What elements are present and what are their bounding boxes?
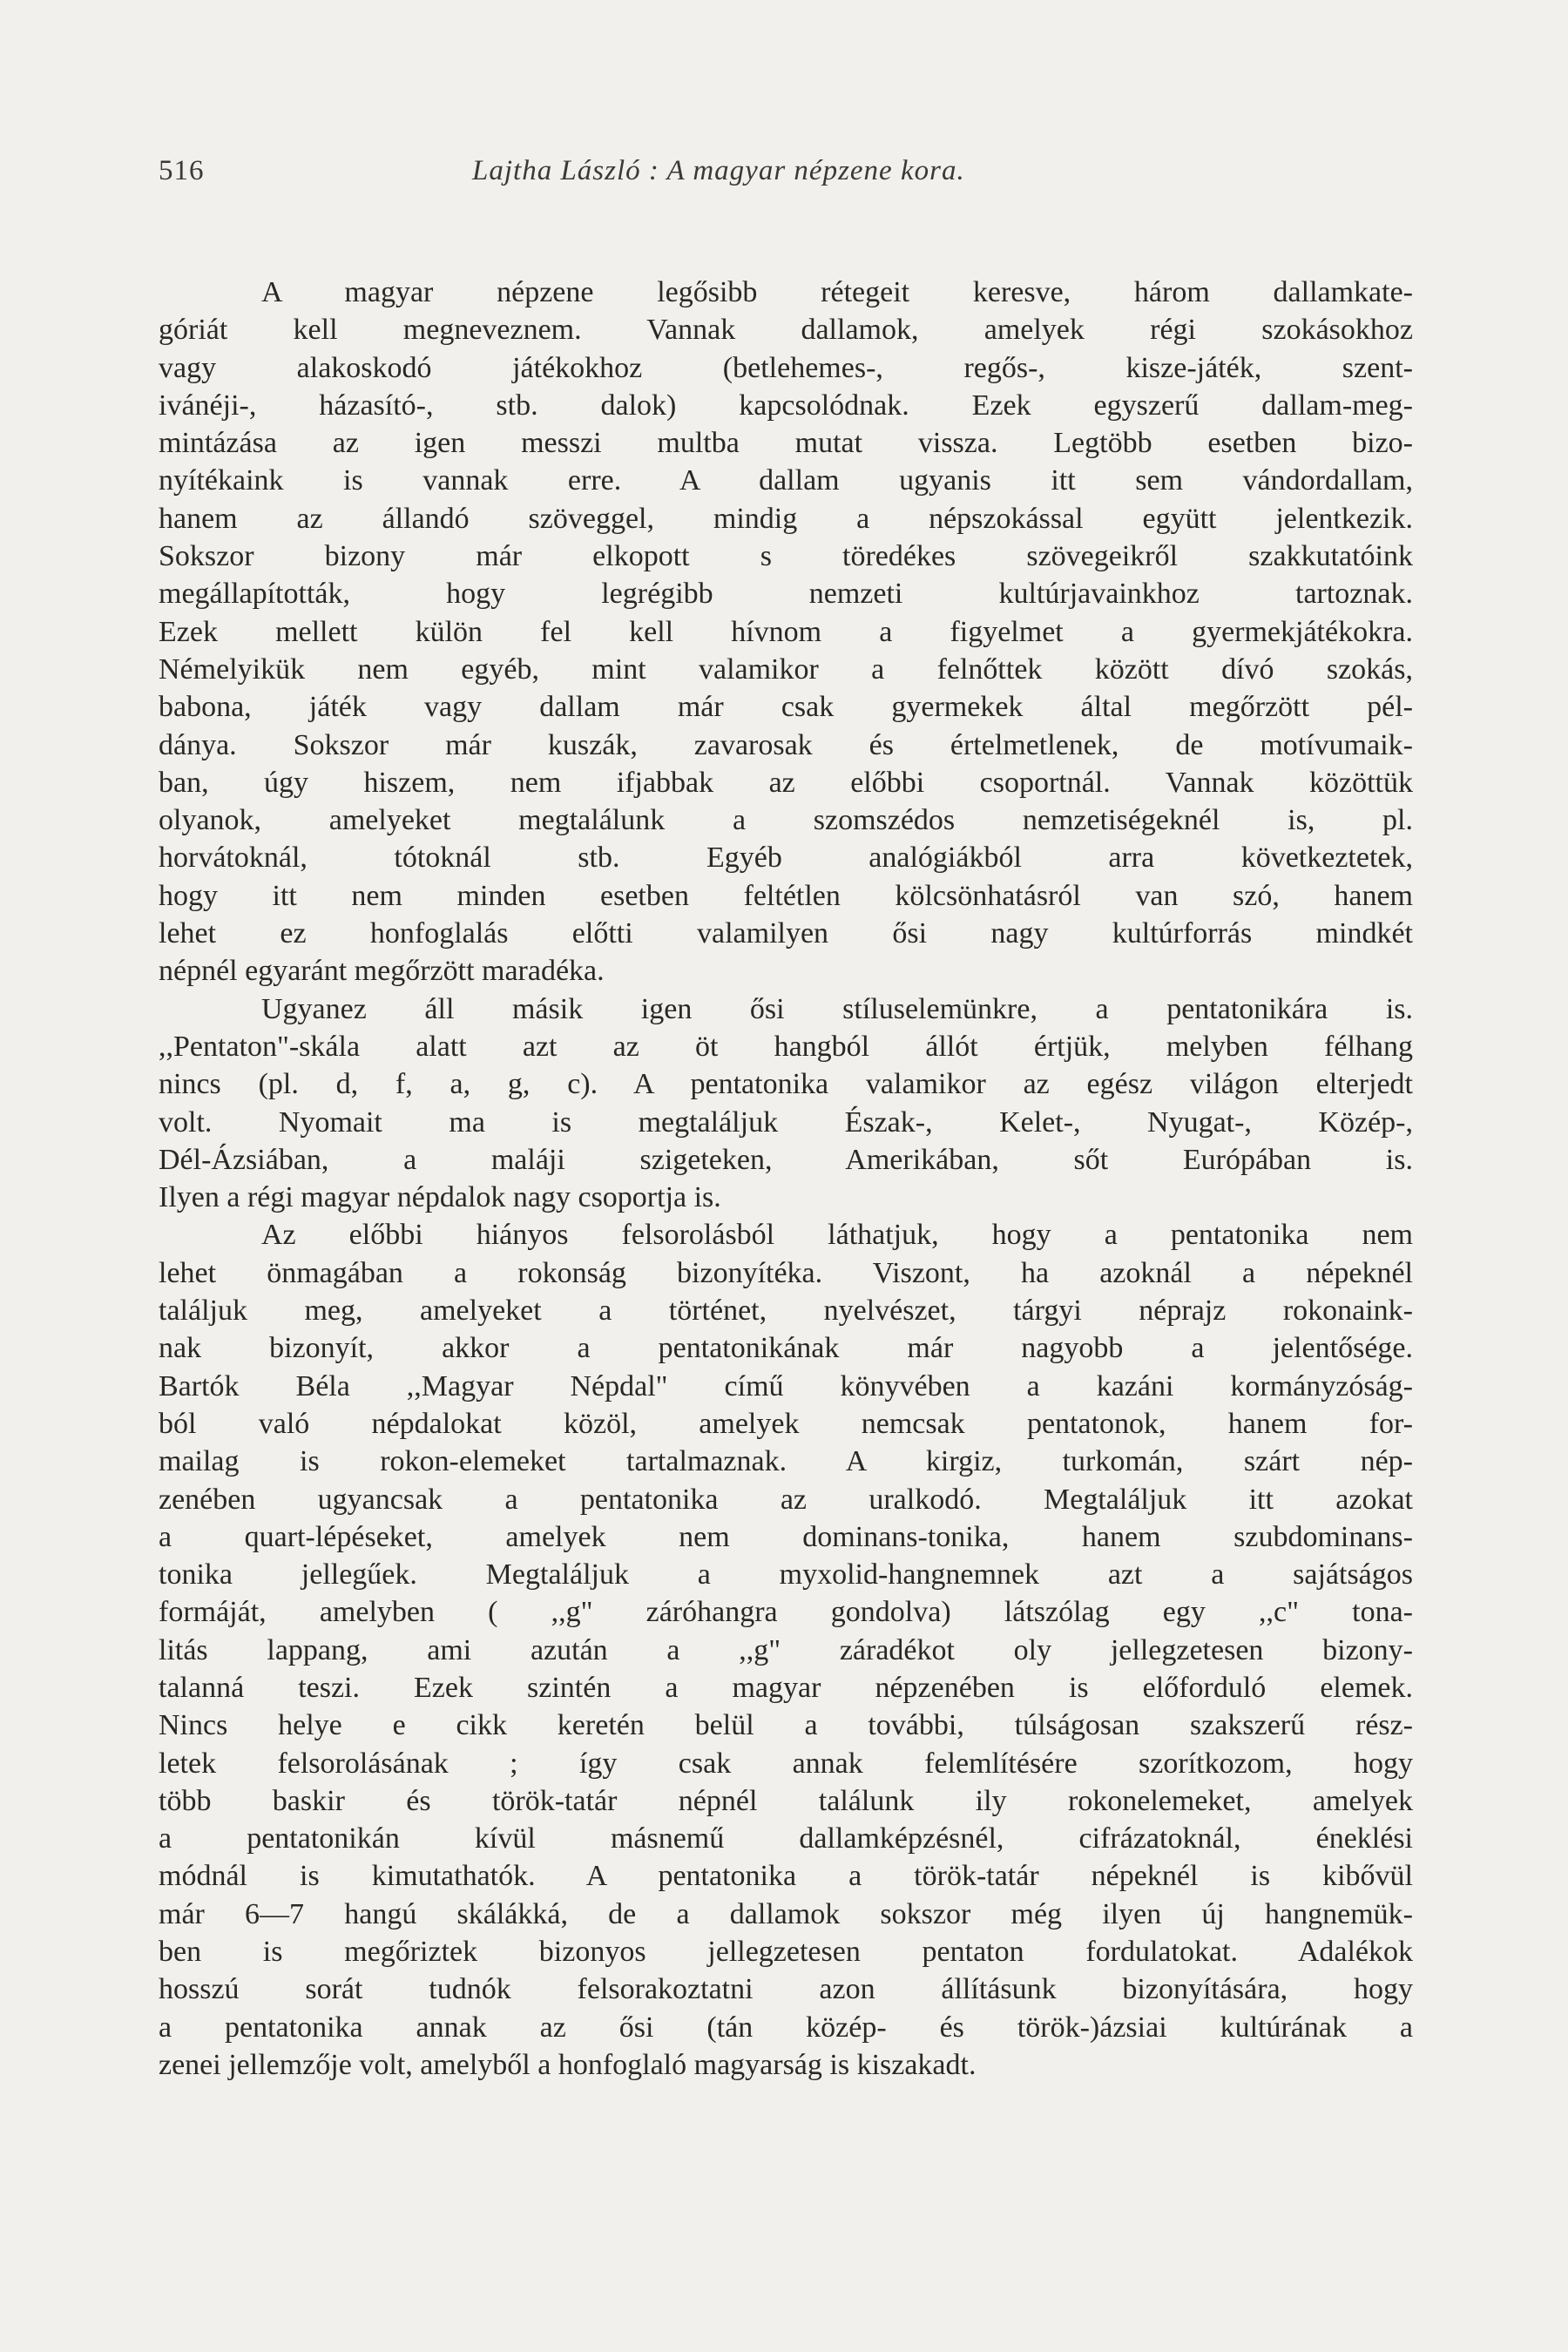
text-line: hogy itt nem minden esetben feltétlen kölcsönhatásról van szó, hanem xyxy=(159,879,1413,912)
text-line: már 6—7 hangú skálákká, de a dallamok sokszor még ilyen új hangnemük- xyxy=(159,1897,1413,1930)
text-line: találjuk meg, amelyeket a történet, nyelvészet, tárgyi néprajz rokonaink- xyxy=(159,1294,1413,1328)
text-line: mailag is rokon-elemeket tartalmaznak. A kirgiz, turkomán, szárt nép- xyxy=(159,1445,1413,1478)
text-line: Nincs helye e cikk keretén belül a további, túlságosan szakszerű rész- xyxy=(159,1709,1413,1742)
text-line: tonika jellegűek. Megtaláljuk a myxolid-hangnemnek azt a sajátságos xyxy=(159,1558,1413,1592)
text-line: hosszú sorát tudnók felsorakoztatni azon állításunk bizonyítására, hogy xyxy=(159,1973,1413,2006)
text-line: mintázása az igen messzi multba mutat vissza. Legtöbb esetben bizo- xyxy=(159,427,1413,460)
text-line: babona, játék vagy dallam már csak gyermekek által megőrzött pél- xyxy=(159,691,1413,724)
text-line: ,,Pentaton"-skála alatt azt az öt hangból állót értjük, melyben félhang xyxy=(159,1030,1413,1063)
text-line: lehet ez honfoglalás előtti valamilyen ősi nagy kultúrforrás mindkét xyxy=(159,917,1413,950)
text-line: nincs (pl. d, f, a, g, c). A pentatonika valamikor az egész világon elterjedt xyxy=(159,1068,1413,1101)
text-line: Ugyanez áll másik igen ősi stíluselemünkre, a pentatonikára is. xyxy=(261,992,1413,1025)
text-line: a quart-lépéseket, amelyek nem dominans-tonika, hanem szubdominans- xyxy=(159,1520,1413,1553)
text-line: a pentatonikán kívül másnemű dallamképzésnél, cifrázatoknál, éneklési xyxy=(159,1822,1413,1855)
text-line: több baskir és török-tatár népnél találunk ily rokonelemeket, amelyek xyxy=(159,1784,1413,1817)
text-line: Dél-Ázsiában, a maláji szigeteken, Amerikában, sőt Európában is. xyxy=(159,1143,1413,1176)
text-line: Az előbbi hiányos felsorolásból láthatjuk, hogy a pentatonika nem xyxy=(261,1219,1413,1252)
text-line: A magyar népzene legősibb rétegeit keresve, három dallamkate- xyxy=(261,276,1413,308)
text-line: Bartók Béla ,,Magyar Népdal" című könyvében a kazáni kormányzóság- xyxy=(159,1369,1413,1402)
text-line: ivánéji-, házasító-, stb. dalok) kapcsolódnak. Ezek egyszerű dallam-meg- xyxy=(159,389,1413,422)
text-line: módnál is kimutathatók. A pentatonika a török-tatár népeknél is kibővül xyxy=(159,1860,1413,1893)
text-line: letek felsorolásának ; így csak annak felemlítésére szorítkozom, hogy xyxy=(159,1747,1413,1780)
text-line: megállapították, hogy legrégibb nemzeti kultúrjavainkhoz tartoznak. xyxy=(159,578,1413,611)
text-line: Ilyen a régi magyar népdalok nagy csoportja is. xyxy=(159,1181,721,1214)
body-text xyxy=(159,274,1413,2084)
text-line: ból való népdalokat közöl, amelyek nemcsak pentatonok, hanem for- xyxy=(159,1407,1413,1440)
text-line: volt. Nyomait ma is megtaláljuk Észak-, Kelet-, Nyugat-, Közép-, xyxy=(159,1105,1413,1139)
text-line: Némelyikük nem egyéb, mint valamikor a felnőttek között dívó szokás, xyxy=(159,652,1413,686)
text-line: formáját, amelyben ( ,,g" záróhangra gondolva) látszólag egy ,,c" tona- xyxy=(159,1596,1413,1629)
text-line: ben is megőriztek bizonyos jellegzetesen pentaton fordulatokat. Adalékok xyxy=(159,1936,1413,1969)
text-line: Ezek mellett külön fel kell hívnom a figyelmet a gyermekjátékokra. xyxy=(159,615,1413,648)
text-line: nak bizonyít, akkor a pentatonikának már nagyobb a jelentősége. xyxy=(159,1332,1413,1365)
page-number: 516 xyxy=(159,155,205,186)
text-line: vagy alakoskodó játékokhoz (betlehemes-, regős-, kisze-játék, szent- xyxy=(159,351,1413,384)
text-line: ban, úgy hiszem, nem ifjabbak az előbbi csoportnál. Vannak közöttük xyxy=(159,766,1413,799)
text-line: dánya. Sokszor már kuszák, zavarosak és értelmetlenek, de motívumaik- xyxy=(159,728,1413,761)
text-line: litás lappang, ami azután a ,,g" záradékot oly jellegzetesen bizony- xyxy=(159,1633,1413,1666)
text-line: olyanok, amelyeket megtalálunk a szomszédos nemzetiségeknél is, pl. xyxy=(159,804,1413,837)
text-line: talanná teszi. Ezek szintén a magyar népzenében is előforduló elemek. xyxy=(159,1671,1413,1704)
text-line: hanem az állandó szöveggel, mindig a népszokással együtt jelentkezik. xyxy=(159,502,1413,535)
text-line: zenében ugyancsak a pentatonika az uralkodó. Megtaláljuk itt azokat xyxy=(159,1483,1413,1516)
running-title: Lajtha László : A magyar népzene kora. xyxy=(472,155,965,186)
text-line: nyítékaink is vannak erre. A dallam ugyanis itt sem vándordallam, xyxy=(159,464,1413,497)
text-line: góriát kell megneveznem. Vannak dallamok, amelyek régi szokásokhoz xyxy=(159,314,1413,347)
text-line: a pentatonika annak az ősi (tán közép- és török-)ázsiai kultúrának a xyxy=(159,2011,1413,2044)
text-line: lehet önmagában a rokonság bizonyítéka. Viszont, ha azoknál a népeknél xyxy=(159,1256,1413,1289)
running-head xyxy=(159,155,1413,193)
text-line: népnél egyaránt megőrzött maradéka. xyxy=(159,955,605,988)
text-line: Sokszor bizony már elkopott s töredékes szövegeikről szakkutatóink xyxy=(159,540,1413,573)
text-line: zenei jellemzője volt, amelyből a honfoglaló magyarság is kiszakadt. xyxy=(159,2048,977,2081)
text-line: horvátoknál, tótoknál stb. Egyéb analógiákból arra következtetek, xyxy=(159,841,1413,875)
